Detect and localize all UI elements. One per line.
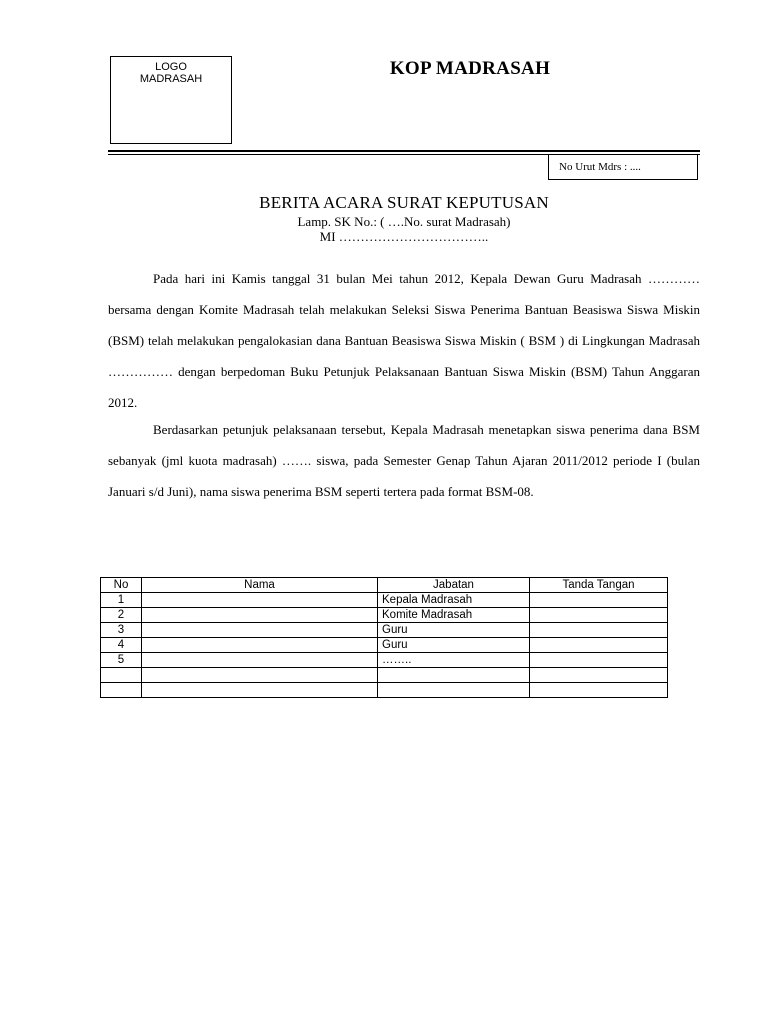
table-row	[101, 623, 668, 638]
logo-label-line-2: MADRASAH	[139, 73, 203, 85]
cell-tanda-tangan	[530, 623, 668, 638]
table-header-row	[101, 578, 668, 593]
cell-tanda-tangan	[530, 668, 668, 683]
column-header-no: No	[101, 578, 142, 593]
cell-no: 3	[101, 623, 142, 638]
kop-title: KOP MADRASAH	[389, 58, 551, 79]
cell-tanda-tangan	[530, 638, 668, 653]
cell-nama	[142, 683, 378, 698]
document-heading	[108, 192, 700, 244]
cell-no	[101, 668, 142, 683]
cell-jabatan	[378, 668, 530, 683]
cell-jabatan	[378, 683, 530, 698]
cell-tanda-tangan	[530, 683, 668, 698]
table-row	[101, 683, 668, 698]
table-row	[101, 638, 668, 653]
cell-jabatan: Guru	[378, 623, 530, 638]
cell-tanda-tangan	[530, 608, 668, 623]
column-header-jabatan: Jabatan	[378, 578, 530, 593]
cell-nama	[142, 623, 378, 638]
cell-no: 4	[101, 638, 142, 653]
cell-nama	[142, 638, 378, 653]
no-urut-box: No Urut Mdrs : ....	[548, 154, 698, 180]
mi-name-line: MI ……………………………..	[319, 229, 489, 244]
cell-nama	[142, 668, 378, 683]
table-row	[101, 668, 668, 683]
cell-no: 1	[101, 593, 142, 608]
cell-nama	[142, 608, 378, 623]
cell-tanda-tangan	[530, 653, 668, 668]
cell-nama	[142, 653, 378, 668]
cell-jabatan: ……..	[378, 653, 530, 668]
cell-no: 2	[101, 608, 142, 623]
table-row	[101, 653, 668, 668]
column-header-tanda-tangan: Tanda Tangan	[530, 578, 668, 593]
cell-no: 5	[101, 653, 142, 668]
cell-no	[101, 683, 142, 698]
paragraph-2: Berdasarkan petunjuk pelaksanaan tersebut, Kepala Madrasah menetapkan siswa penerima dana BSM sebanyak (jml kuota madrasah) ……. siswa, pada Semester Genap Tahun Ajaran 2011/2012 periode I (bulan Januari s/d Juni), nama siswa penerima BSM seperti tertera pada format BSM-08.	[108, 422, 700, 499]
table-row	[101, 608, 668, 623]
column-header-nama: Nama	[142, 578, 378, 593]
document-title: BERITA ACARA SURAT KEPUTUSAN	[259, 193, 549, 212]
cell-jabatan: Kepala Madrasah	[378, 593, 530, 608]
logo-placeholder	[110, 56, 232, 144]
table-row	[101, 593, 668, 608]
cell-tanda-tangan	[530, 593, 668, 608]
cell-jabatan: Guru	[378, 638, 530, 653]
paragraph-1: Pada hari ini Kamis tanggal 31 bulan Mei tahun 2012, Kepala Dewan Guru Madrasah ………… bersama dengan Komite Madrasah telah melakukan Seleksi Siswa Penerima Bantuan Beasiswa Siswa Miskin (BSM) telah melakukan pengalokasian dana Bantuan Beasiswa Siswa Miskin ( BSM ) di Lingkungan Madrasah …………… dengan berpedoman Buku Petunjuk Pelaksanaan Bantuan Siswa Miskin (BSM) Tahun Anggaran 2012.	[108, 271, 700, 410]
lamp-reference: Lamp. SK No.: ( ….No. surat Madrasah)	[297, 214, 511, 229]
header-divider-thick	[108, 150, 700, 152]
signature-table	[100, 577, 668, 698]
logo-label-line-1: LOGO	[155, 61, 187, 73]
cell-nama	[142, 593, 378, 608]
cell-jabatan: Komite Madrasah	[378, 608, 530, 623]
